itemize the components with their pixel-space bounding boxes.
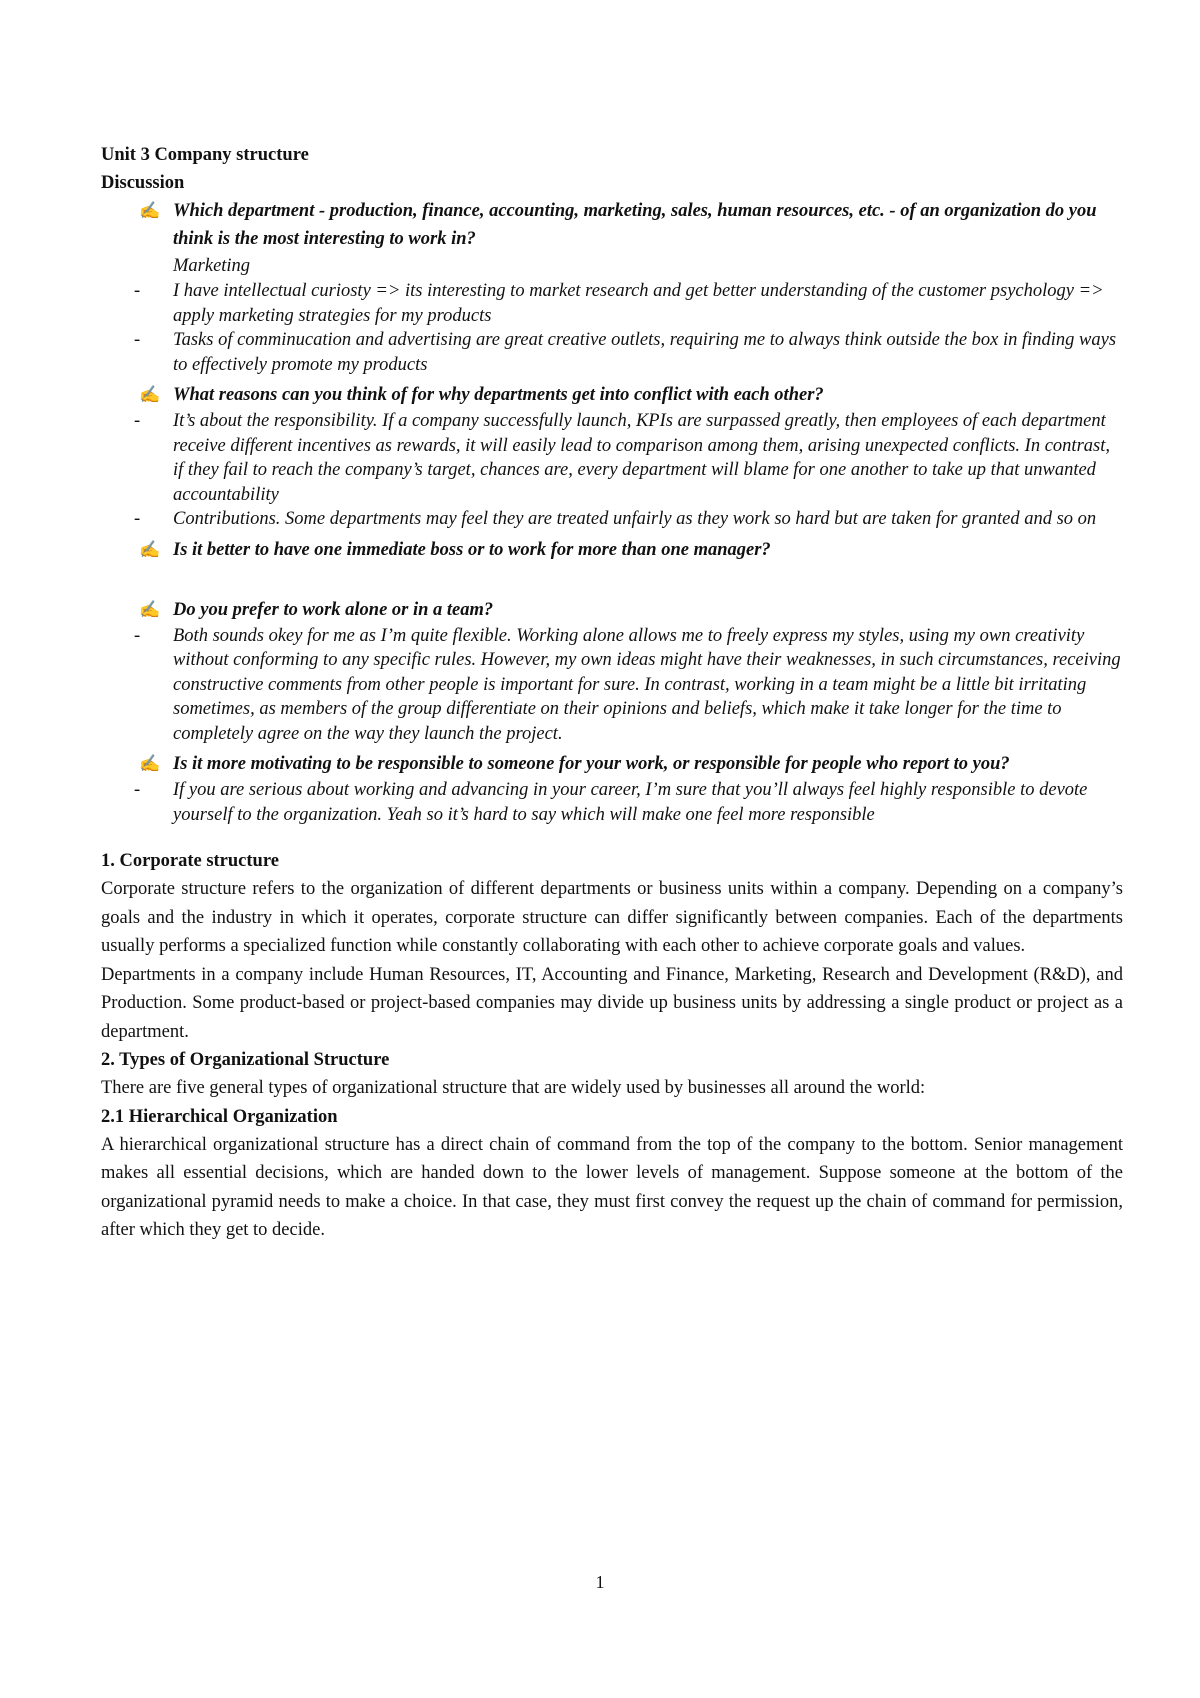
dash-marker: -: [134, 625, 141, 646]
answer-item: [101, 409, 1123, 507]
answer-item: [101, 624, 1123, 747]
discussion-question: [101, 596, 1123, 624]
page-content: [101, 141, 1123, 1245]
dash-marker: -: [134, 330, 141, 350]
writing-hand-icon: ✍: [139, 385, 161, 404]
unit-title: Unit 3 Company structure: [101, 145, 309, 165]
answer-text: If you are serious about working and advancing in your career, I’m sure that you’ll always feel highly responsible to devote yourself to the organization. Yeah so it’s hard to say which will make one feel more responsible: [173, 780, 1088, 825]
answer-text: Both sounds okey for me as I’m quite flexible. Working alone allows me to freely express my styles, using my own creativity without conforming to any specific rules. However, my own ideas might have their weaknesses, in such circumstances, receiving constructive comments from other people is important for sure. In contrast, working in a team might be a little bit irritating sometimes, as members of the group differentiate on their opinions and beliefs, which make it take longer for the time to completely agree on the way they launch the project.: [173, 625, 1121, 744]
answer-item: [101, 507, 1123, 532]
writing-hand-icon: ✍: [139, 599, 161, 619]
answer-item: [101, 279, 1123, 328]
dash-marker: -: [134, 411, 141, 431]
discussion-question: [101, 381, 1123, 409]
dash-marker: -: [134, 780, 141, 800]
writing-hand-icon: ✍: [139, 201, 161, 220]
answer-lead: Marketing: [173, 256, 251, 276]
answer-text: It’s about the responsibility. If a company successfully launch, KPIs are surpassed greatly, then employees of each department receive different incentives as rewards, it will easily lead to comparison among them, arising unexpected conflicts. In contrast, if they fail to reach the company’s target, chances are, every department will blame for one another to take up that unwanted accountability: [173, 411, 1110, 505]
paragraph: There are five general types of organizational structure that are widely used by businesses all around the world:: [101, 1078, 926, 1098]
discussion-question: [101, 750, 1123, 778]
dash-marker: -: [134, 281, 141, 301]
answer-text: I have intellectual curiosty => its interesting to market research and get better understanding of the customer psychology => apply marketing strategies for my products: [173, 281, 1104, 326]
subsection-title: 2.1 Hierarchical Organization: [101, 1106, 338, 1127]
answer-item: [101, 778, 1123, 827]
section-title: 2. Types of Organizational Structure: [101, 1050, 390, 1070]
paragraph: Corporate structure refers to the organization of different departments or business units within a company. Depending on a company’s goals and the industry in which it operates, corporate structure can differ significantly between companies. Each of the departments usually performs a specialized function while constantly collaborating with each other to achieve corporate goals and values.: [101, 879, 1123, 956]
section-title: 1. Corporate structure: [101, 851, 279, 871]
writing-hand-icon: ✍: [139, 539, 161, 559]
question-text: Is it more motivating to be responsible to someone for your work, or responsible for people who report to you?: [173, 754, 1010, 774]
question-text: Is it better to have one immediate boss or to work for more than one manager?: [173, 539, 771, 560]
answer-text: Contributions. Some departments may feel they are treated unfairly as they work so hard but are taken for granted and so on: [173, 509, 1097, 529]
spacer: [101, 564, 1123, 596]
paragraph: A hierarchical organizational structure has a direct chain of command from the top of the company to the bottom. Senior management makes all essential decisions, which are handed down to the lower levels of management. Suppose someone at the bottom of the organizational pyramid needs to make a choice. In that case, they must first convey the request up the chain of command for permission, after which they get to decide.: [101, 1134, 1123, 1240]
discussion-question: [101, 197, 1123, 253]
answer-text: Tasks of comminucation and advertising are great creative outlets, requiring me to always think outside the box in finding ways to effectively promote my products: [173, 330, 1117, 375]
writing-hand-icon: ✍: [139, 754, 161, 773]
dash-marker: -: [134, 509, 141, 529]
discussion-question: [101, 536, 1123, 564]
question-text: What reasons can you think of for why departments get into conflict with each other?: [173, 385, 824, 405]
question-text: Do you prefer to work alone or in a team?: [173, 599, 494, 620]
answer-item: [101, 328, 1123, 377]
paragraph: Departments in a company include Human Resources, IT, Accounting and Finance, Marketing, Research and Development (R&D), and Production. Some product-based or project-based companies may divide up business units by addressing a single product or project as a department.: [101, 964, 1123, 1042]
page-number: 1: [595, 1572, 605, 1592]
question-text: Which department - production, finance, accounting, marketing, sales, human resources, etc. - of an organization do you think is the most interesting to work in?: [173, 201, 1097, 249]
discussion-label: Discussion: [101, 173, 185, 193]
